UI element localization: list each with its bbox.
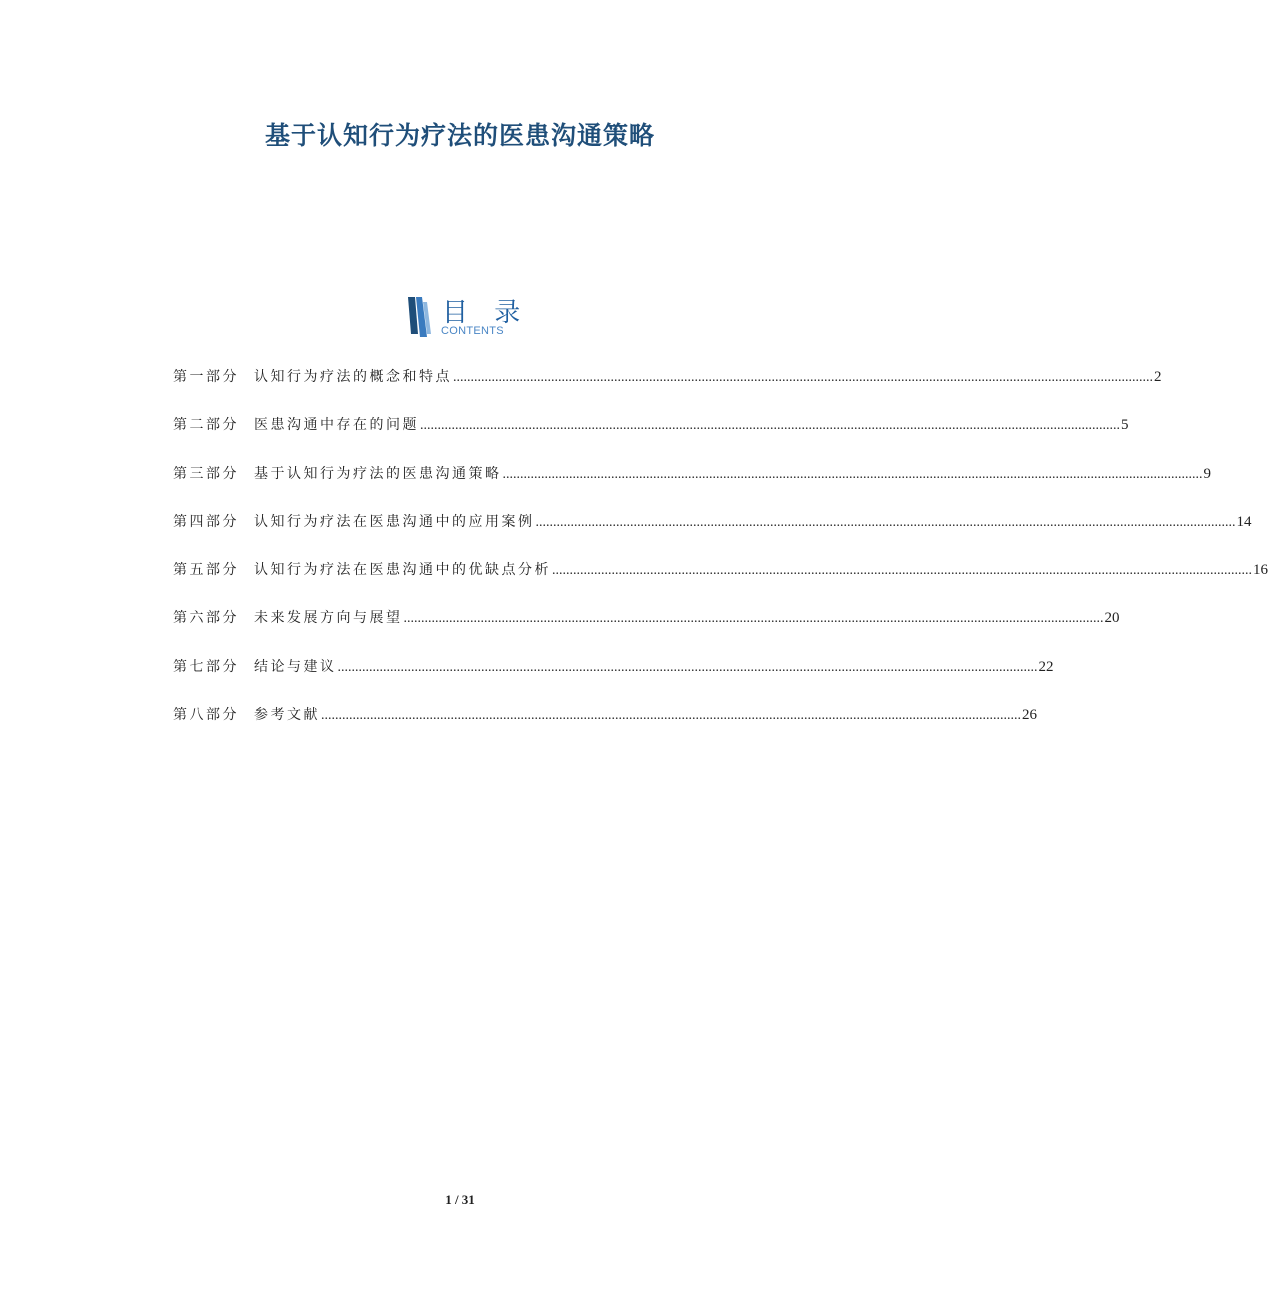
table-of-contents <box>173 366 1268 752</box>
toc-dot-leader: ........................................................................................................................................................................................................ <box>535 514 1236 530</box>
toc-title: 认知行为疗法在医患沟通中的优缺点分析 <box>254 562 551 579</box>
contents-header <box>407 296 530 340</box>
toc-entry-7[interactable] <box>173 656 1054 704</box>
toc-dot-leader: ........................................................................................................................................................................................................ <box>321 708 1021 724</box>
toc-page-number: 26 <box>1022 707 1037 724</box>
book-stripes-logo-icon <box>407 296 433 338</box>
toc-page-number: 22 <box>1038 658 1054 675</box>
toc-entry-6[interactable] <box>173 607 1120 655</box>
toc-entry-8[interactable] <box>173 704 1037 752</box>
toc-part-label: 第三部分 <box>173 465 239 482</box>
toc-part-label: 第八部分 <box>173 707 239 724</box>
toc-entry-3[interactable] <box>173 463 1211 511</box>
toc-dot-leader: ........................................................................................................................................................................................................ <box>403 611 1104 627</box>
toc-entry-2[interactable] <box>173 414 1129 462</box>
toc-title: 认知行为疗法的概念和特点 <box>254 369 452 385</box>
toc-title: 医患沟通中存在的问题 <box>254 417 419 434</box>
page-indicator: 1 / 31 <box>445 1192 475 1207</box>
contents-heading: 目 录 <box>442 298 530 328</box>
toc-title: 参考文献 <box>254 707 320 724</box>
toc-part-label: 第五部分 <box>173 562 239 579</box>
toc-title: 结论与建议 <box>254 658 337 675</box>
toc-dot-leader: ........................................................................................................................................................................................................ <box>337 659 1038 675</box>
toc-part-label: 第一部分 <box>173 369 239 385</box>
contents-subheading: CONTENTS <box>441 325 504 337</box>
toc-part-label: 第七部分 <box>173 658 239 675</box>
toc-entry-4[interactable] <box>173 511 1252 559</box>
toc-part-label: 第四部分 <box>173 513 239 530</box>
toc-dot-leader: ........................................................................................................................................................................................................ <box>420 418 1120 434</box>
toc-title: 认知行为疗法在医患沟通中的应用案例 <box>254 513 535 530</box>
toc-page-number: 16 <box>1253 562 1268 579</box>
toc-part-label: 第二部分 <box>173 417 239 434</box>
toc-page-number: 9 <box>1203 465 1211 482</box>
toc-title: 未来发展方向与展望 <box>254 610 403 627</box>
toc-page-number: 14 <box>1236 513 1252 530</box>
toc-page-number: 2 <box>1154 369 1162 385</box>
document-title: 基于认知行为疗法的医患沟通策略 <box>264 121 655 150</box>
toc-dot-leader: ........................................................................................................................................................................................................ <box>502 466 1203 482</box>
toc-title: 基于认知行为疗法的医患沟通策略 <box>254 465 502 482</box>
toc-dot-leader: ........................................................................................................................................................................................................ <box>453 370 1153 385</box>
toc-page-number: 20 <box>1104 610 1120 627</box>
toc-page-number: 5 <box>1121 417 1129 434</box>
toc-part-label: 第六部分 <box>173 610 239 627</box>
toc-entry-1[interactable] <box>173 366 1162 414</box>
toc-dot-leader: ........................................................................................................................................................................................................ <box>552 563 1252 579</box>
toc-entry-5[interactable] <box>173 559 1268 607</box>
